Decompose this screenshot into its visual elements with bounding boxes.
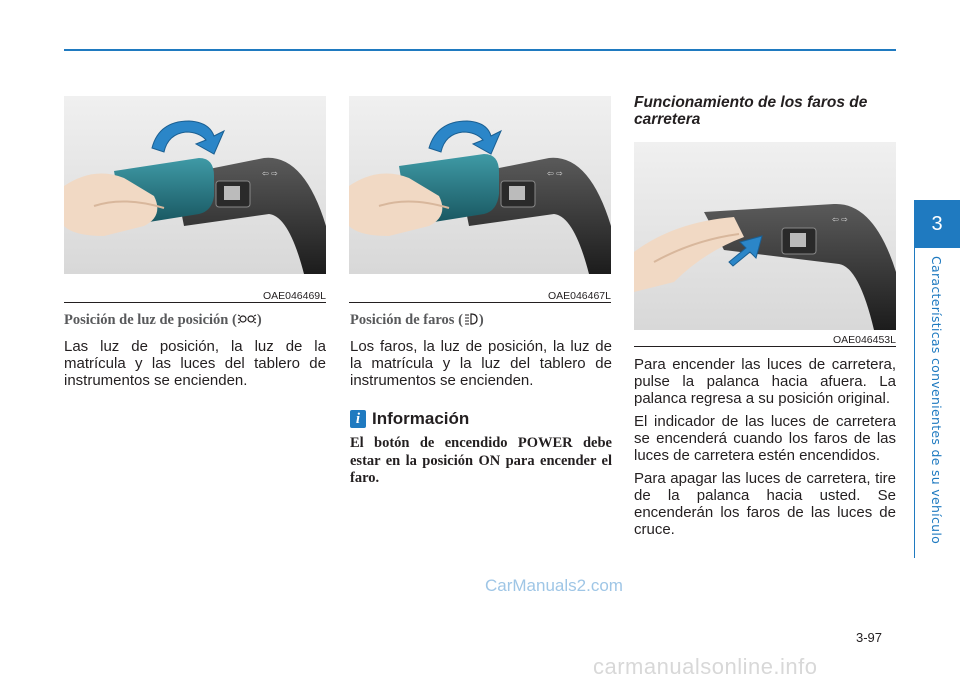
paragraph: El indicador de las luces de carretera se encenderá cuando los faros de las luces de carretera estén encendidos. <box>634 413 896 464</box>
page-number: 3-97 <box>856 630 883 645</box>
chapter-tab <box>914 200 960 248</box>
figure-code: OAE046467L <box>547 290 611 302</box>
figure-position-light <box>64 96 326 274</box>
figure-rule <box>634 346 896 347</box>
position-light-body: Las luz de posición, la luz de la matrícula y las luces del tablero de instrumentos se encienden. <box>64 338 326 389</box>
chapter-number: 3 <box>931 212 943 235</box>
info-title: Información <box>372 409 470 428</box>
headlight-heading: Posición de faros ( ) <box>350 312 484 331</box>
watermark-link[interactable]: CarManuals2.com <box>485 576 623 595</box>
position-light-icon <box>237 312 257 331</box>
footer-watermark: carmanualsonline.info <box>593 654 818 677</box>
svg-text:⇦ ⇨: ⇦ ⇨ <box>262 169 278 178</box>
figure-code: OAE046469L <box>262 290 326 302</box>
paragraph: Para apagar las luces de carretera, tire de la palanca hacia usted. Se encenderán los faros de las luces de cruce. <box>634 470 896 538</box>
figure-high-beam <box>634 142 896 330</box>
headlight-body: Los faros, la luz de posición, la luz de la matrícula y la luz del tablero de instrumentos se encienden. <box>350 338 612 389</box>
position-light-heading: Posición de luz de posición ( ) <box>64 312 262 331</box>
figure-rule <box>64 302 326 303</box>
top-rule <box>64 49 896 51</box>
info-body: El botón de encendido POWER debe estar en la posición ON para encender el faro. <box>350 435 612 486</box>
high-beam-heading: Funcionamiento de los faros de carretera <box>634 94 868 128</box>
figure-headlight <box>349 96 611 274</box>
headlight-icon <box>463 312 479 331</box>
lever-illustration <box>64 96 326 274</box>
svg-text:⇦ ⇨: ⇦ ⇨ <box>547 169 563 178</box>
lever-illustration <box>349 96 611 274</box>
info-header <box>350 409 469 429</box>
figure-code: OAE046453L <box>832 334 896 346</box>
info-icon: i <box>350 410 366 428</box>
paragraph: Para encender las luces de carretera, pulse la palanca hacia afuera. La palanca regresa a su posición original. <box>634 356 896 407</box>
side-rule <box>914 248 915 558</box>
figure-rule <box>349 302 611 303</box>
svg-text:⇦ ⇨: ⇦ ⇨ <box>832 215 848 224</box>
lever-illustration <box>634 142 896 330</box>
high-beam-body <box>634 356 896 544</box>
section-title: Características convenientes de su vehículo <box>929 256 944 545</box>
